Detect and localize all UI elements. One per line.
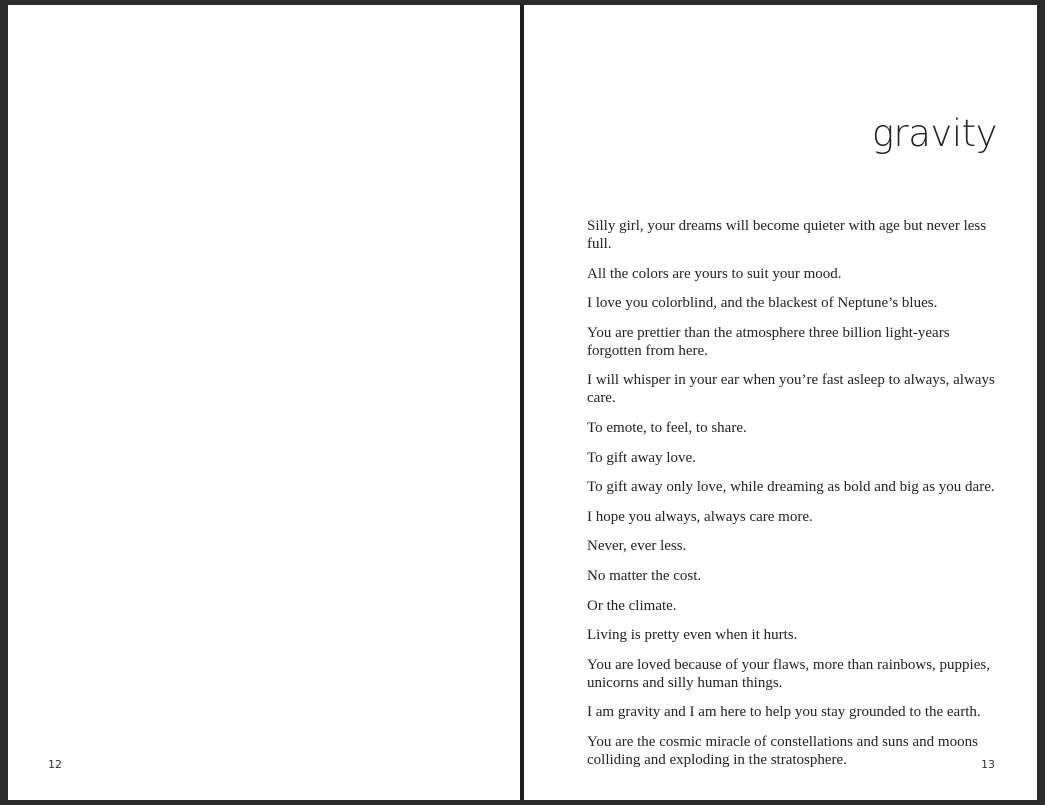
poem-line: You are the cosmic miracle of constellations and suns and moons colliding and exploding in the stratosphere. (587, 733, 978, 768)
poem-title: gravity (871, 112, 997, 155)
right-page (524, 5, 1037, 800)
poem-line: You are loved because of your flaws, more than rainbows, puppies, unicorns and silly human things. (587, 656, 990, 691)
poem-line: All the colors are yours to suit your mood. (587, 265, 842, 282)
poem-line: No matter the cost. (587, 567, 702, 584)
poem-line: I hope you always, always care more. (587, 508, 813, 525)
poem-line: Living is pretty even when it hurts. (587, 627, 798, 644)
poem-line: Silly girl, your dreams will become quieter with age but never less full. (587, 218, 987, 252)
poem-line: I am gravity and I am here to help you stay grounded to the earth. (587, 704, 981, 721)
poem-line: To gift away only love, while dreaming as bold and big as you dare. (587, 479, 995, 496)
right-page-number: 13 (981, 758, 995, 771)
left-page (8, 5, 520, 800)
poem-line: To gift away love. (587, 449, 696, 466)
poem-line: I love you colorblind, and the blackest of Neptune’s blues. (587, 295, 938, 312)
poem-line: You are prettier than the atmosphere three billion light-years forgotten from here. (587, 324, 950, 359)
left-page-number: 12 (48, 758, 62, 771)
poem-line: To emote, to feel, to share. (587, 419, 747, 436)
poem-line: Or the climate. (587, 597, 677, 614)
poem-line: I will whisper in your ear when you’re fast asleep to always, always care. (587, 372, 995, 407)
poem-body (587, 217, 1002, 781)
poem-line: Never, ever less. (587, 538, 687, 555)
